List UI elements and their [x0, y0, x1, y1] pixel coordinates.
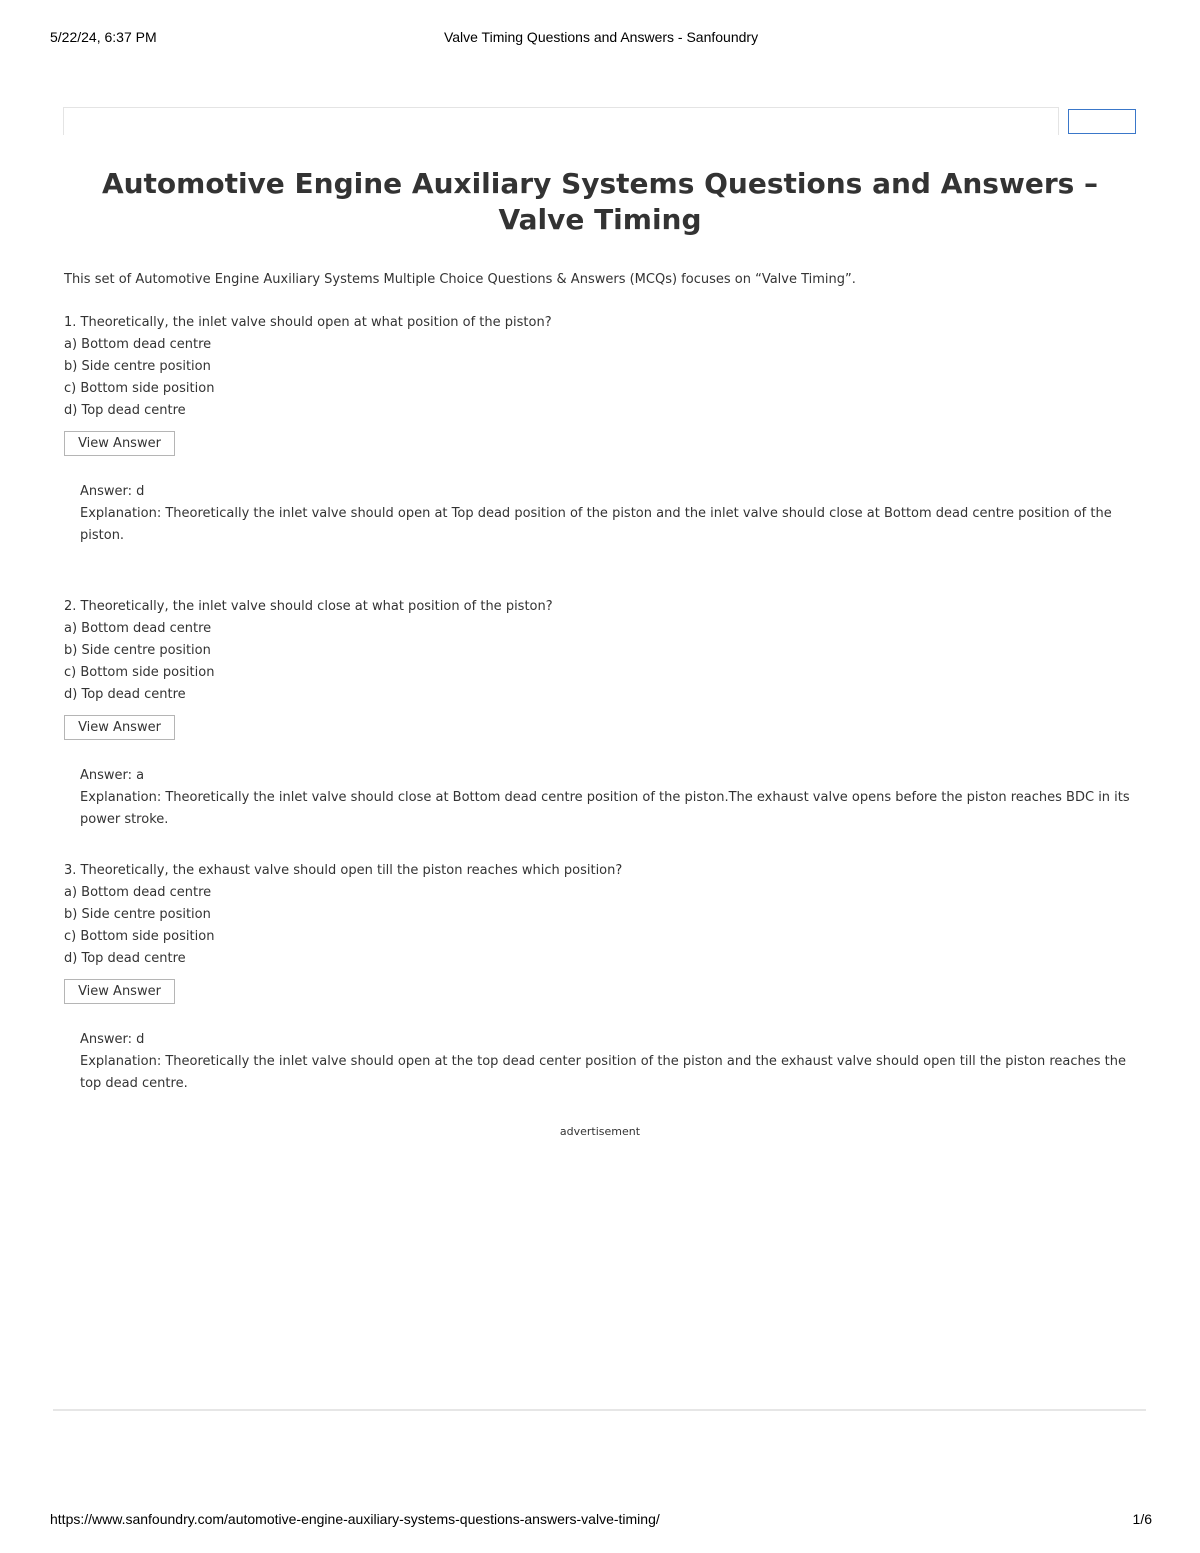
- question-1: [64, 312, 1140, 547]
- answer-explanation: Explanation: Theoretically the inlet valve should close at Bottom dead centre position of the piston.The exhaust valve opens before the piston reaches BDC in its power stroke.: [80, 790, 1130, 827]
- question-3: [64, 860, 1140, 1095]
- answer-label: Answer: d: [80, 484, 145, 499]
- search-button[interactable]: [1068, 109, 1136, 134]
- question-text: 3. Theoretically, the exhaust valve should open till the piston reaches which position?: [64, 863, 623, 878]
- option-a: a) Bottom dead centre: [64, 885, 212, 900]
- option-b: b) Side centre position: [64, 359, 211, 374]
- answer-explanation: Explanation: Theoretically the inlet valve should open at Top dead position of the piston and the inlet valve should close at Bottom dead centre position of the piston.: [80, 506, 1112, 543]
- print-footer: [50, 1511, 1152, 1531]
- question-2: [64, 596, 1140, 831]
- answer-block: [80, 481, 1140, 547]
- answer-block: [80, 765, 1140, 831]
- view-answer-button[interactable]: View Answer: [64, 431, 175, 456]
- answer-explanation: Explanation: Theoretically the inlet valve should open at the top dead center position of the piston and the exhaust valve should open till the piston reaches the top dead centre.: [80, 1054, 1126, 1091]
- option-d: d) Top dead centre: [64, 687, 186, 702]
- print-header: [50, 29, 1152, 49]
- footer-divider: [53, 1409, 1146, 1411]
- option-b: b) Side centre position: [64, 907, 211, 922]
- option-c: c) Bottom side position: [64, 665, 215, 680]
- page-title: Automotive Engine Auxiliary Systems Questions and Answers – Valve Timing: [101, 167, 1099, 236]
- question-text: 2. Theoretically, the inlet valve should close at what position of the piston?: [64, 599, 553, 614]
- print-page-title: Valve Timing Questions and Answers - Sanfoundry: [443, 29, 759, 45]
- option-c: c) Bottom side position: [64, 929, 215, 944]
- question-text: 1. Theoretically, the inlet valve should open at what position of the piston?: [64, 315, 552, 330]
- option-a: a) Bottom dead centre: [64, 621, 212, 636]
- option-d: d) Top dead centre: [64, 403, 186, 418]
- intro-text: This set of Automotive Engine Auxiliary Systems Multiple Choice Questions & Answers (MCQs) focuses on “Valve Timing”.: [64, 272, 856, 287]
- print-datetime: 5/22/24, 6:37 PM: [50, 29, 157, 45]
- view-answer-button[interactable]: View Answer: [64, 979, 175, 1004]
- search-input[interactable]: [63, 107, 1059, 135]
- view-answer-button[interactable]: View Answer: [64, 715, 175, 740]
- option-a: a) Bottom dead centre: [64, 337, 212, 352]
- advertisement-label: advertisement: [559, 1125, 641, 1138]
- option-b: b) Side centre position: [64, 643, 211, 658]
- answer-label: Answer: d: [80, 1032, 145, 1047]
- option-c: c) Bottom side position: [64, 381, 215, 396]
- option-d: d) Top dead centre: [64, 951, 186, 966]
- answer-label: Answer: a: [80, 768, 145, 783]
- answer-block: [80, 1029, 1140, 1095]
- print-url: https://www.sanfoundry.com/automotive-engine-auxiliary-systems-questions-answers-valve-timing/: [50, 1511, 660, 1527]
- print-page-number: 1/6: [1132, 1511, 1152, 1527]
